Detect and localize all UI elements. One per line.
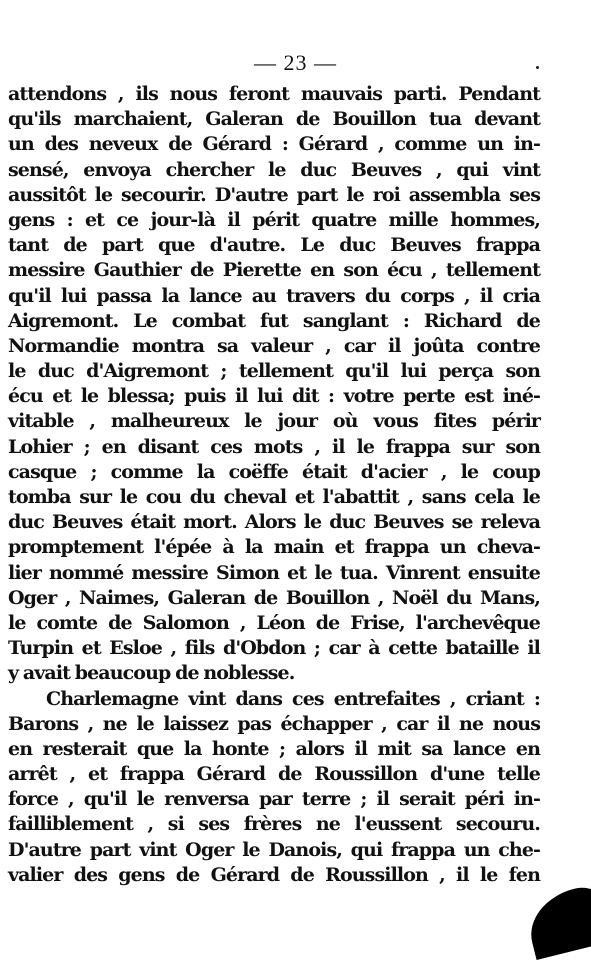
page-number: — 23 — xyxy=(254,50,337,75)
text-line: aussitôt le secourir. D'autre part le roi assembla ses xyxy=(8,183,540,206)
text-line: sensé, envoya chercher le duc Beuves , qui vint xyxy=(8,158,540,181)
text-line: duc Beuves était mort. Alors le duc Beuves se releva xyxy=(8,511,540,534)
text-line: casque ; comme la coëffe était d'acier , le coup xyxy=(8,460,540,483)
text-line: y avait beaucoup de noblesse. xyxy=(8,662,295,685)
text-line: failliblement , si ses frères ne l'eussent secouru. xyxy=(8,813,540,836)
text-line: arrêt , et frappa Gérard de Roussillon d'une telle xyxy=(8,763,540,786)
text-line: Lohier ; en disant ces mots , il le frappa sur son xyxy=(8,435,540,458)
text-line: le comte de Salomon , Léon de Frise, l'archevêque xyxy=(8,611,540,634)
text-line: force , qu'il le renversa par terre ; il serait péri in- xyxy=(8,788,540,811)
text-line: en resterait que la honte ; alors il mit sa lance en xyxy=(8,737,540,760)
text-line: qu'ils marchaient, Galeran de Bouillon tua devant xyxy=(8,108,540,131)
text-line: gens : et ce jour-là il périt quatre mille hommes, xyxy=(8,208,540,231)
ink-speck xyxy=(536,66,539,69)
text-line: promptement l'épée à la main et frappa un cheva- xyxy=(8,536,540,559)
text-line: Normandie montra sa valeur , car il joûta contre xyxy=(8,334,540,357)
text-line: un des neveux de Gérard : Gérard , comme un in- xyxy=(8,133,540,156)
text-line: attendons , ils nous feront mauvais parti. Pendant xyxy=(8,83,540,105)
text-line: tant de part que d'autre. Le duc Beuves frappa xyxy=(8,234,540,257)
text-line: Aigremont. Le combat fut sanglant : Richard de xyxy=(8,309,540,332)
text-line: valier des gens de Gérard de Roussillon , il le fen xyxy=(8,863,540,886)
ink-blot-mark xyxy=(522,880,591,960)
text-line: lier nommé messire Simon et le tua. Vinrent ensuite xyxy=(8,561,540,584)
text-line: Turpin et Esloe , fils d'Obdon ; car à cette bataille il xyxy=(8,637,540,660)
text-line: Oger , Naimes, Galeran de Bouillon , Noël du Mans, xyxy=(8,586,540,609)
text-line: tomba sur le cou du cheval et l'abattit , sans cela le xyxy=(8,486,540,508)
text-line: messire Gauthier de Pierette en son écu , tellement xyxy=(8,259,540,282)
text-line: le duc d'Aigremont ; tellement qu'il lui perça son xyxy=(8,360,540,383)
text-line: écu et le blessa; puis il lui dit : votre perte est iné- xyxy=(8,385,540,408)
text-line: D'autre part vint Oger le Danois, qui frappa un che- xyxy=(8,838,540,861)
text-line: qu'il lui passa la lance au travers du corps , il cria xyxy=(8,284,540,307)
paragraph xyxy=(8,82,540,687)
text-line: Charlemagne vint dans ces entrefaites , criant : xyxy=(46,687,540,710)
body-text xyxy=(8,82,540,888)
text-line: Barons , ne le laissez pas échapper , car il ne nous xyxy=(8,712,540,735)
text-line: vitable , malheureux le jour où vous fites périr xyxy=(8,410,540,433)
paragraph xyxy=(8,687,540,889)
